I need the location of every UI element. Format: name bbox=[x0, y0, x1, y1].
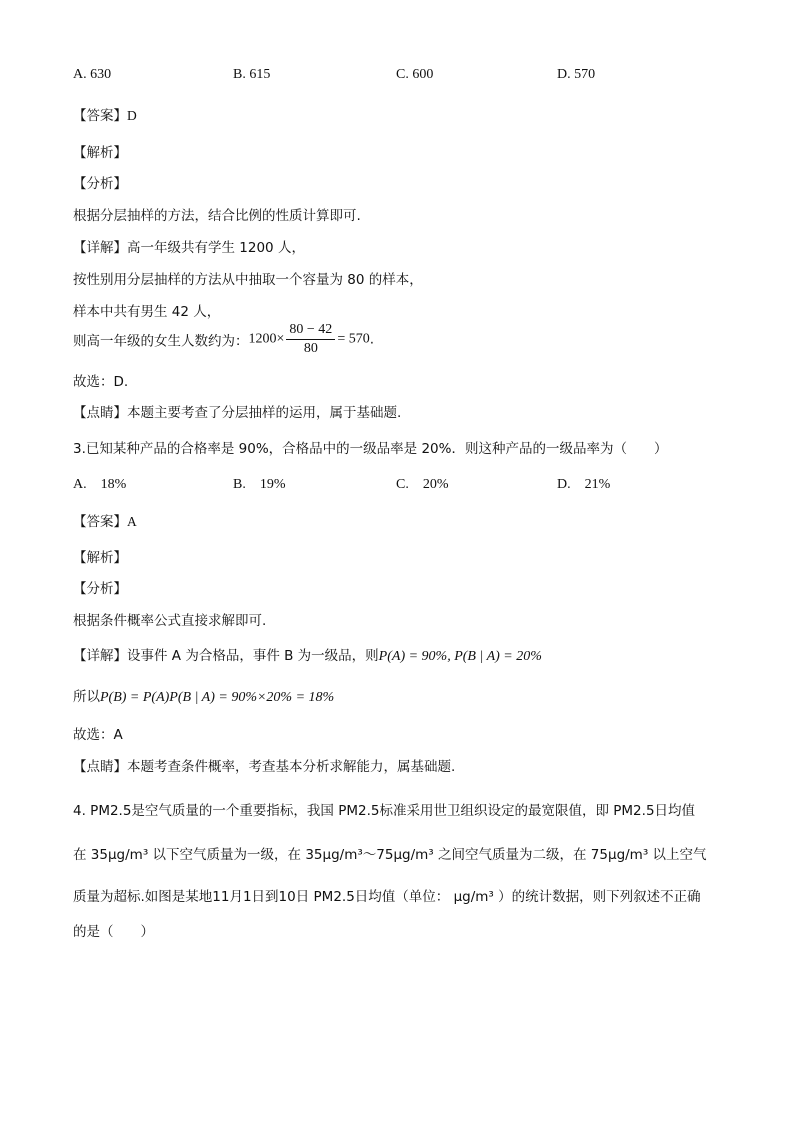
so-prefix: 所以 bbox=[73, 689, 100, 705]
answer-tag: 【答案】 bbox=[73, 108, 127, 124]
answer-tag: 【答案】 bbox=[73, 514, 127, 530]
detail-formula: P(A) = 90%, P(B | A) = 20% bbox=[378, 649, 542, 664]
comment-tag: 【点睛】 bbox=[73, 759, 127, 775]
q3-comment bbox=[73, 755, 455, 775]
q2-comment bbox=[73, 401, 401, 421]
calc-denominator: 80 bbox=[303, 341, 318, 356]
q3-option-d: D. 21% bbox=[557, 477, 611, 492]
q4-line4: 的是（ ） bbox=[73, 924, 154, 940]
detail-text: 高一年级共有学生 1200 人， bbox=[127, 240, 305, 256]
detail-tag: 【详解】 bbox=[73, 240, 127, 256]
q4-line3: 质量为超标.如图是某地11月1日到10日 PM2.5日均值（单位： μg/m³ ）的统计数据，则下列叙述不正确 bbox=[73, 889, 701, 905]
q2-option-d: D. 570 bbox=[557, 67, 596, 82]
comment-text: 本题考查条件概率，考查基本分析求解能力，属基础题. bbox=[127, 759, 456, 775]
q3-stem: 3.已知某种产品的合格率是 90%，合格品中的一级品率是 20%．则这种产品的一级品率为（ ） bbox=[73, 441, 668, 457]
calc-right: = 570 bbox=[337, 331, 370, 347]
q2-detail-line4: 则高一年级的女生人数约为：1200× $\frac{80 - 42}{80}$ = 570. bbox=[73, 322, 375, 356]
q2-detail-line1 bbox=[73, 236, 305, 256]
comment-text: 本题主要考查了分层抽样的运用，属于基础题. bbox=[127, 405, 402, 421]
q3-fenxi-text: 根据条件概率公式直接求解即可. bbox=[73, 613, 267, 629]
q3-option-a: A. 18% bbox=[73, 477, 127, 492]
so-formula: P(B) = P(A)P(B | A) = 90%×20% = 18% bbox=[100, 690, 335, 705]
q2-fenxi-text: 根据分层抽样的方法，结合比例的性质计算即可. bbox=[73, 208, 361, 224]
q3-fenxi-tag: 【分析】 bbox=[73, 581, 127, 597]
q2-option-a: A. 630 bbox=[73, 67, 112, 82]
calc-fraction bbox=[286, 322, 335, 357]
q4-line2: 在 35μg/m³ 以下空气质量为一级，在 35μg/m³～75μg/m³ 之间空气质量为二级，在 75μg/m³ 以上空气 bbox=[73, 847, 707, 863]
q2-detail-line2: 按性别用分层抽样的方法从中抽取一个容量为 80 的样本， bbox=[73, 272, 423, 288]
answer-value: D bbox=[127, 108, 137, 123]
q2-fenxi-tag: 【分析】 bbox=[73, 176, 127, 192]
q3-option-b: B. 19% bbox=[233, 477, 286, 492]
q3-analysis-tag: 【解析】 bbox=[73, 550, 127, 566]
detail-tag: 【详解】 bbox=[73, 648, 127, 664]
q2-choose: 故选：D. bbox=[73, 374, 129, 390]
q2-detail-line3: 样本中共有男生 42 人， bbox=[73, 304, 221, 320]
q3-choose: 故选：A bbox=[73, 727, 123, 743]
q2-option-c: C. 600 bbox=[396, 67, 434, 82]
q3-option-c: C. 20% bbox=[396, 477, 449, 492]
detail-text: 设事件 A 为合格品，事件 B 为一级品，则 bbox=[127, 648, 379, 664]
q2-option-b: B. 615 bbox=[233, 67, 271, 82]
answer-value: A bbox=[127, 514, 137, 529]
q4-line1: 4. PM2.5是空气质量的一个重要指标，我国 PM2.5标准采用世卫组织设定的最宽限值，即 PM2.5日均值 bbox=[73, 803, 696, 819]
calc-numerator: 80 − 42 bbox=[286, 322, 335, 340]
q2-analysis-tag: 【解析】 bbox=[73, 145, 127, 161]
q3-detail bbox=[73, 644, 542, 665]
comment-tag: 【点睛】 bbox=[73, 405, 127, 421]
detail-prefix: 则高一年级的女生人数约为： bbox=[73, 333, 249, 350]
calc-left: 1200× bbox=[248, 331, 285, 347]
q3-answer bbox=[73, 510, 137, 530]
q3-so bbox=[73, 685, 334, 706]
q2-answer bbox=[73, 104, 137, 124]
